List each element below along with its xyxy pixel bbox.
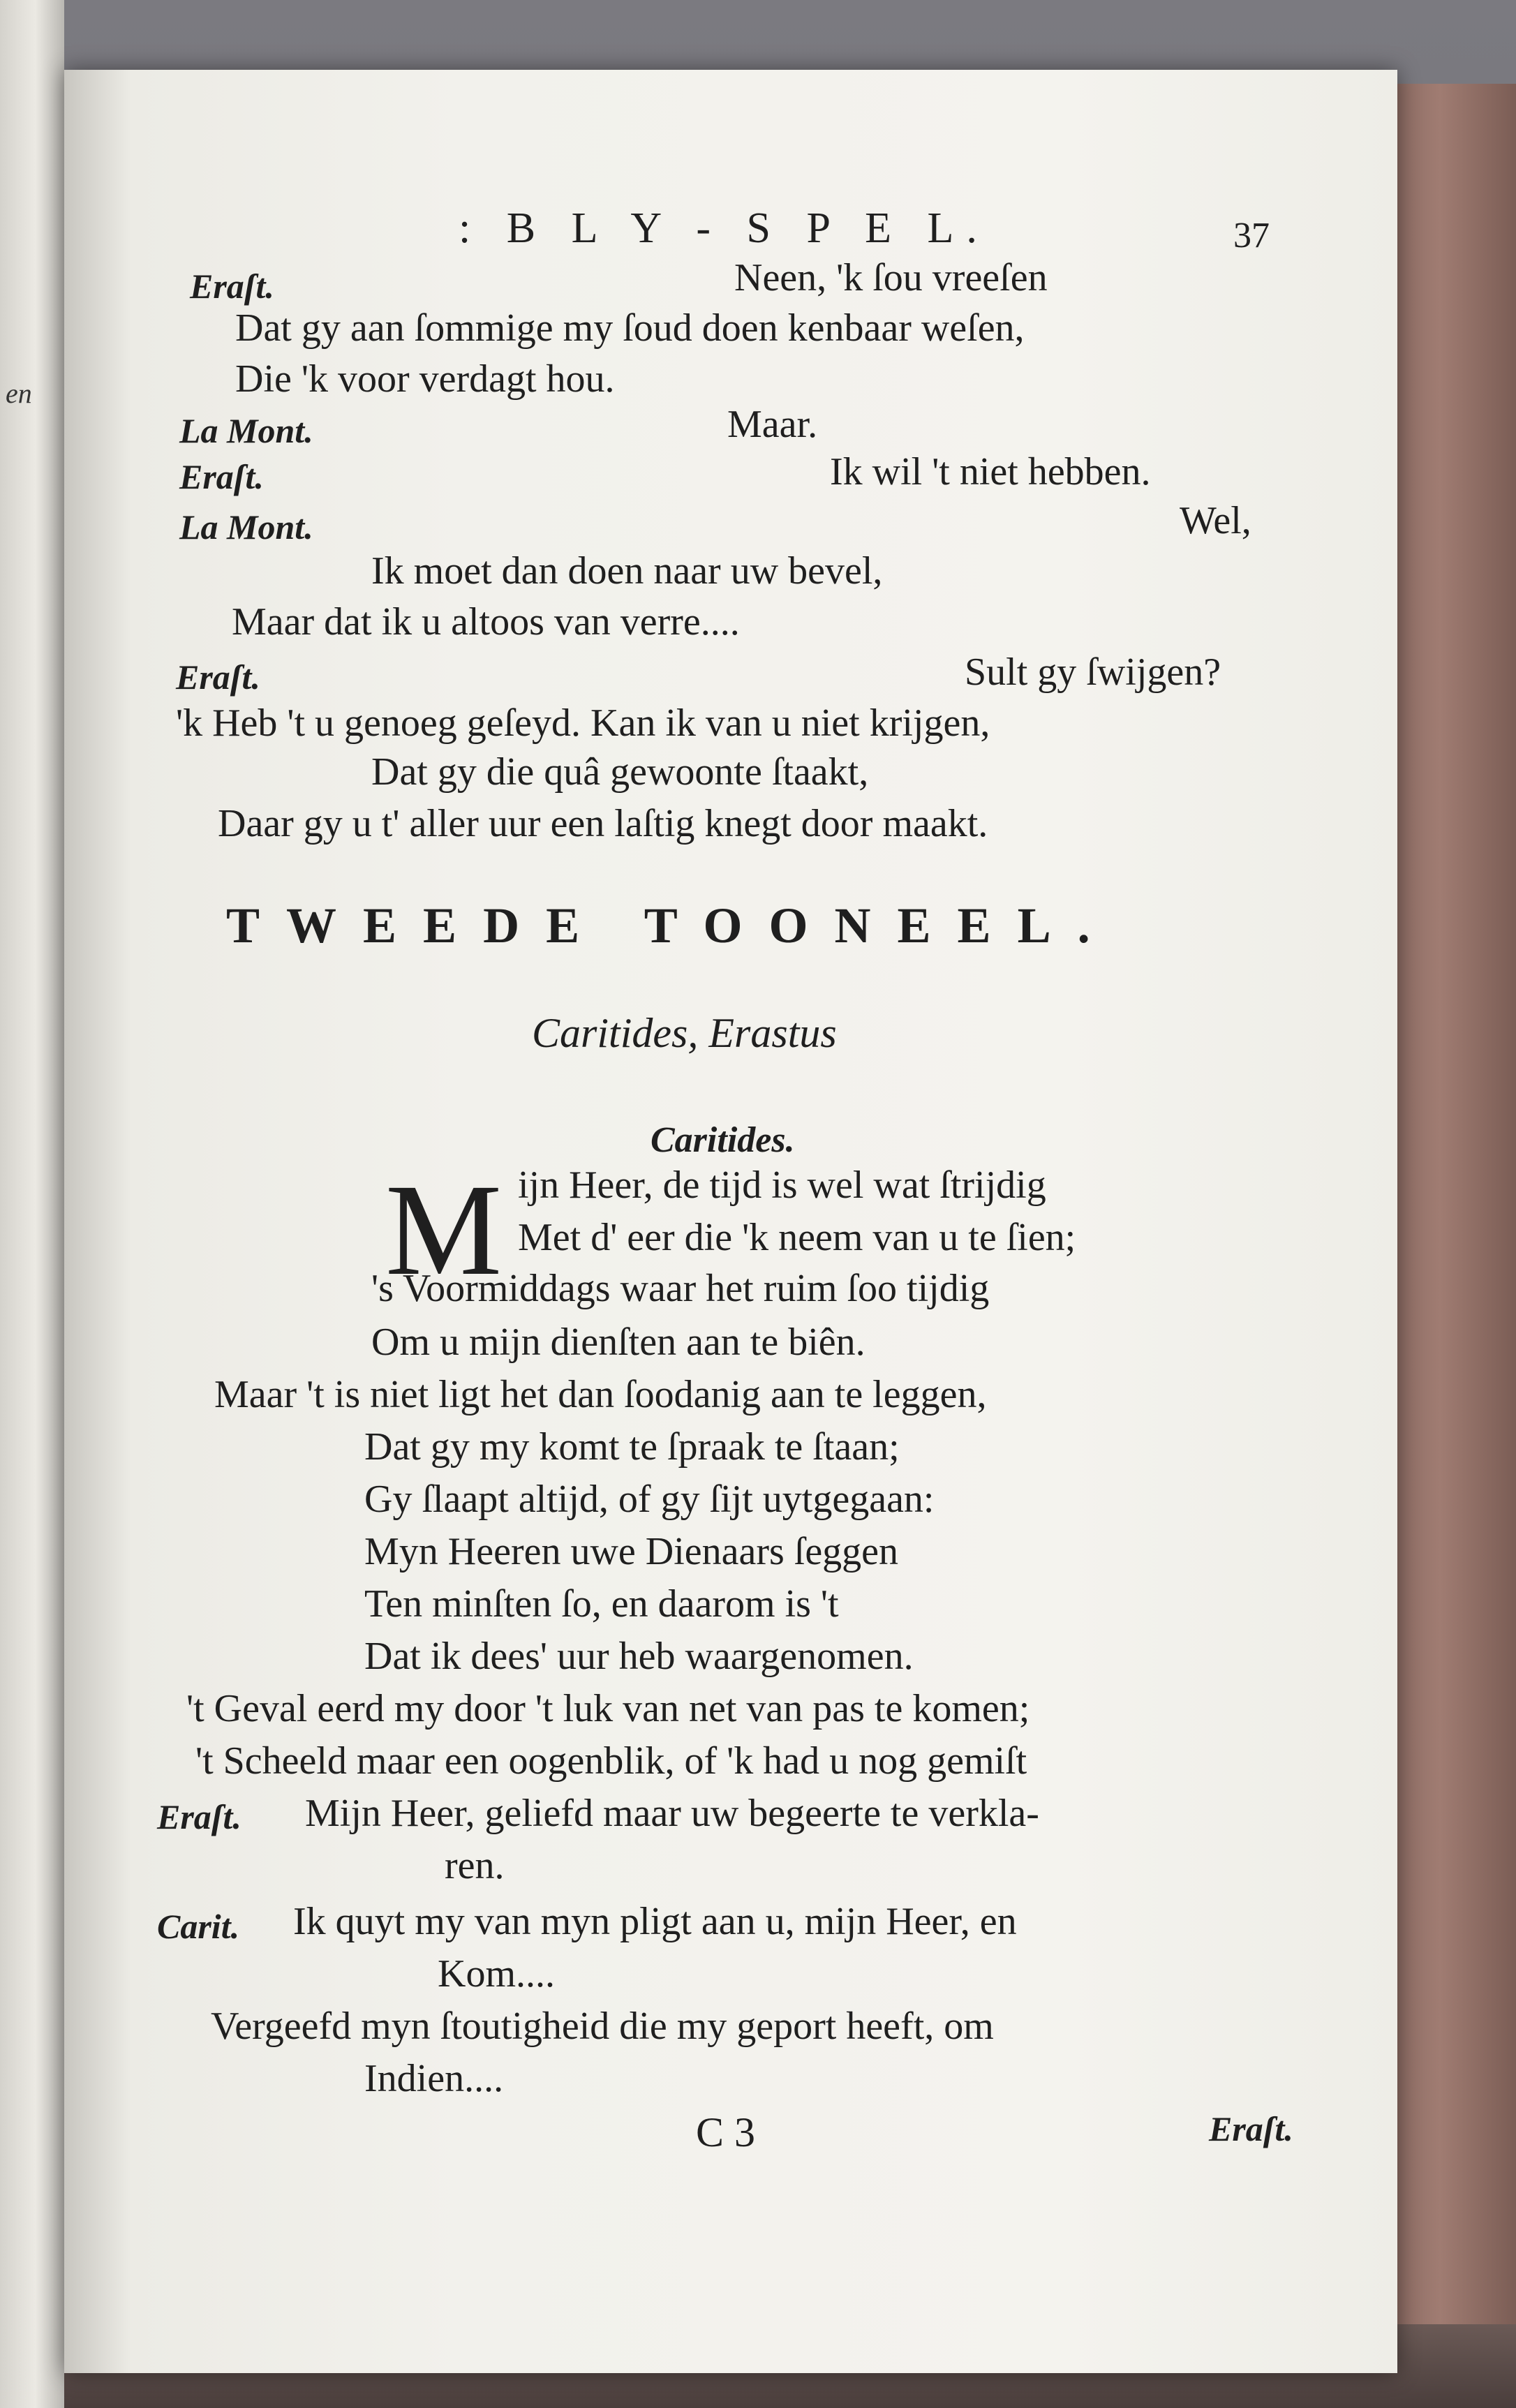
left-page-edge — [0, 0, 64, 2408]
verse-line: Sult gy ſwijgen? — [965, 651, 1221, 694]
verse-line: Maar dat ik u altoos van verre.... — [232, 600, 740, 644]
book-page — [64, 70, 1397, 2373]
verse-line: Met d' eer die 'k neem van u te ſien; — [518, 1216, 1076, 1259]
speaker-label: Carit. — [157, 1907, 240, 1946]
verse-line: Die 'k voor verdagt hou. — [235, 357, 615, 401]
speaker-heading: Caritides. — [651, 1120, 795, 1160]
verse-line: Mijn Heer, geliefd maar uw begeerte te verkla- — [305, 1792, 1039, 1835]
verse-line: Ik wil 't niet hebben. — [830, 450, 1151, 493]
verse-line: 't Geval eerd my door 't luk van net van pas te komen; — [186, 1687, 1030, 1730]
verse-line: Ik quyt my van myn pligt aan u, mijn Heer, en — [293, 1900, 1017, 1943]
speaker-label: Eraſt. — [157, 1797, 241, 1836]
verse-line: Indien.... — [364, 2057, 504, 2100]
speaker-label: Eraſt. — [190, 267, 274, 306]
verse-line: Dat gy die quâ gewoonte ſtaakt, — [371, 750, 869, 794]
left-page-fragment: en — [6, 378, 32, 409]
drop-cap: M — [385, 1157, 503, 1302]
verse-line: Maar 't is niet ligt het dan ſoodanig aan te leggen, — [214, 1373, 987, 1416]
verse-line: Daar gy u t' aller uur een laſtig knegt door maakt. — [218, 802, 988, 845]
verse-line: 'k Heb 't u genoeg geſeyd. Kan ik van u niet krijgen, — [176, 701, 990, 745]
verse-line: Vergeefd myn ſtoutigheid die my geport heeft, om — [211, 2005, 994, 2048]
verse-line: Ten minſten ſo, en daarom is 't — [364, 1582, 839, 1626]
verse-line: Myn Heeren uwe Dienaars ſeggen — [364, 1530, 899, 1573]
verse-line: Dat gy my komt te ſpraak te ſtaan; — [364, 1425, 900, 1469]
catchword: Eraſt. — [1209, 2109, 1293, 2148]
verse-line: Dat ik dees' uur heb waargenomen. — [364, 1635, 914, 1678]
page-number: 37 — [1233, 216, 1270, 255]
speaker-label: Eraſt. — [179, 457, 264, 496]
verse-line: 's Voormiddags waar het ruim ſoo tijdig — [371, 1267, 990, 1310]
verse-line: Neen, 'k ſou vreeſen — [734, 256, 1048, 299]
speaker-label: La Mont. — [179, 507, 313, 547]
scene-characters: Caritides, Erastus — [532, 1010, 837, 1056]
speaker-label: Eraſt. — [176, 657, 260, 697]
verse-line: Kom.... — [438, 1952, 555, 1995]
verse-line: ren. — [445, 1844, 505, 1887]
running-head: : B L Y - S P E L. — [459, 205, 990, 252]
verse-line: Om u mijn dienſten aan te biên. — [371, 1321, 865, 1364]
verse-line: ijn Heer, de tijd is wel wat ſtrijdig — [518, 1164, 1046, 1207]
scene-heading: TWEEDE TOONEEL. — [226, 898, 1117, 953]
verse-line: 't Scheeld maar een oogenblik, of 'k had u nog gemiſt — [195, 1739, 1027, 1783]
verse-line: Wel, — [1180, 499, 1251, 542]
verse-line: Gy ſlaapt altijd, of gy ſijt uytgegaan: — [364, 1478, 935, 1521]
verse-line: Dat gy aan ſommige my ſoud doen kenbaar weſen, — [235, 306, 1025, 350]
verse-line: Ik moet dan doen naar uw bevel, — [371, 549, 883, 593]
verse-line: Maar. — [727, 403, 818, 446]
book-cover-right — [1389, 84, 1516, 2408]
signature-mark: C 3 — [696, 2109, 756, 2155]
speaker-label: La Mont. — [179, 411, 313, 450]
